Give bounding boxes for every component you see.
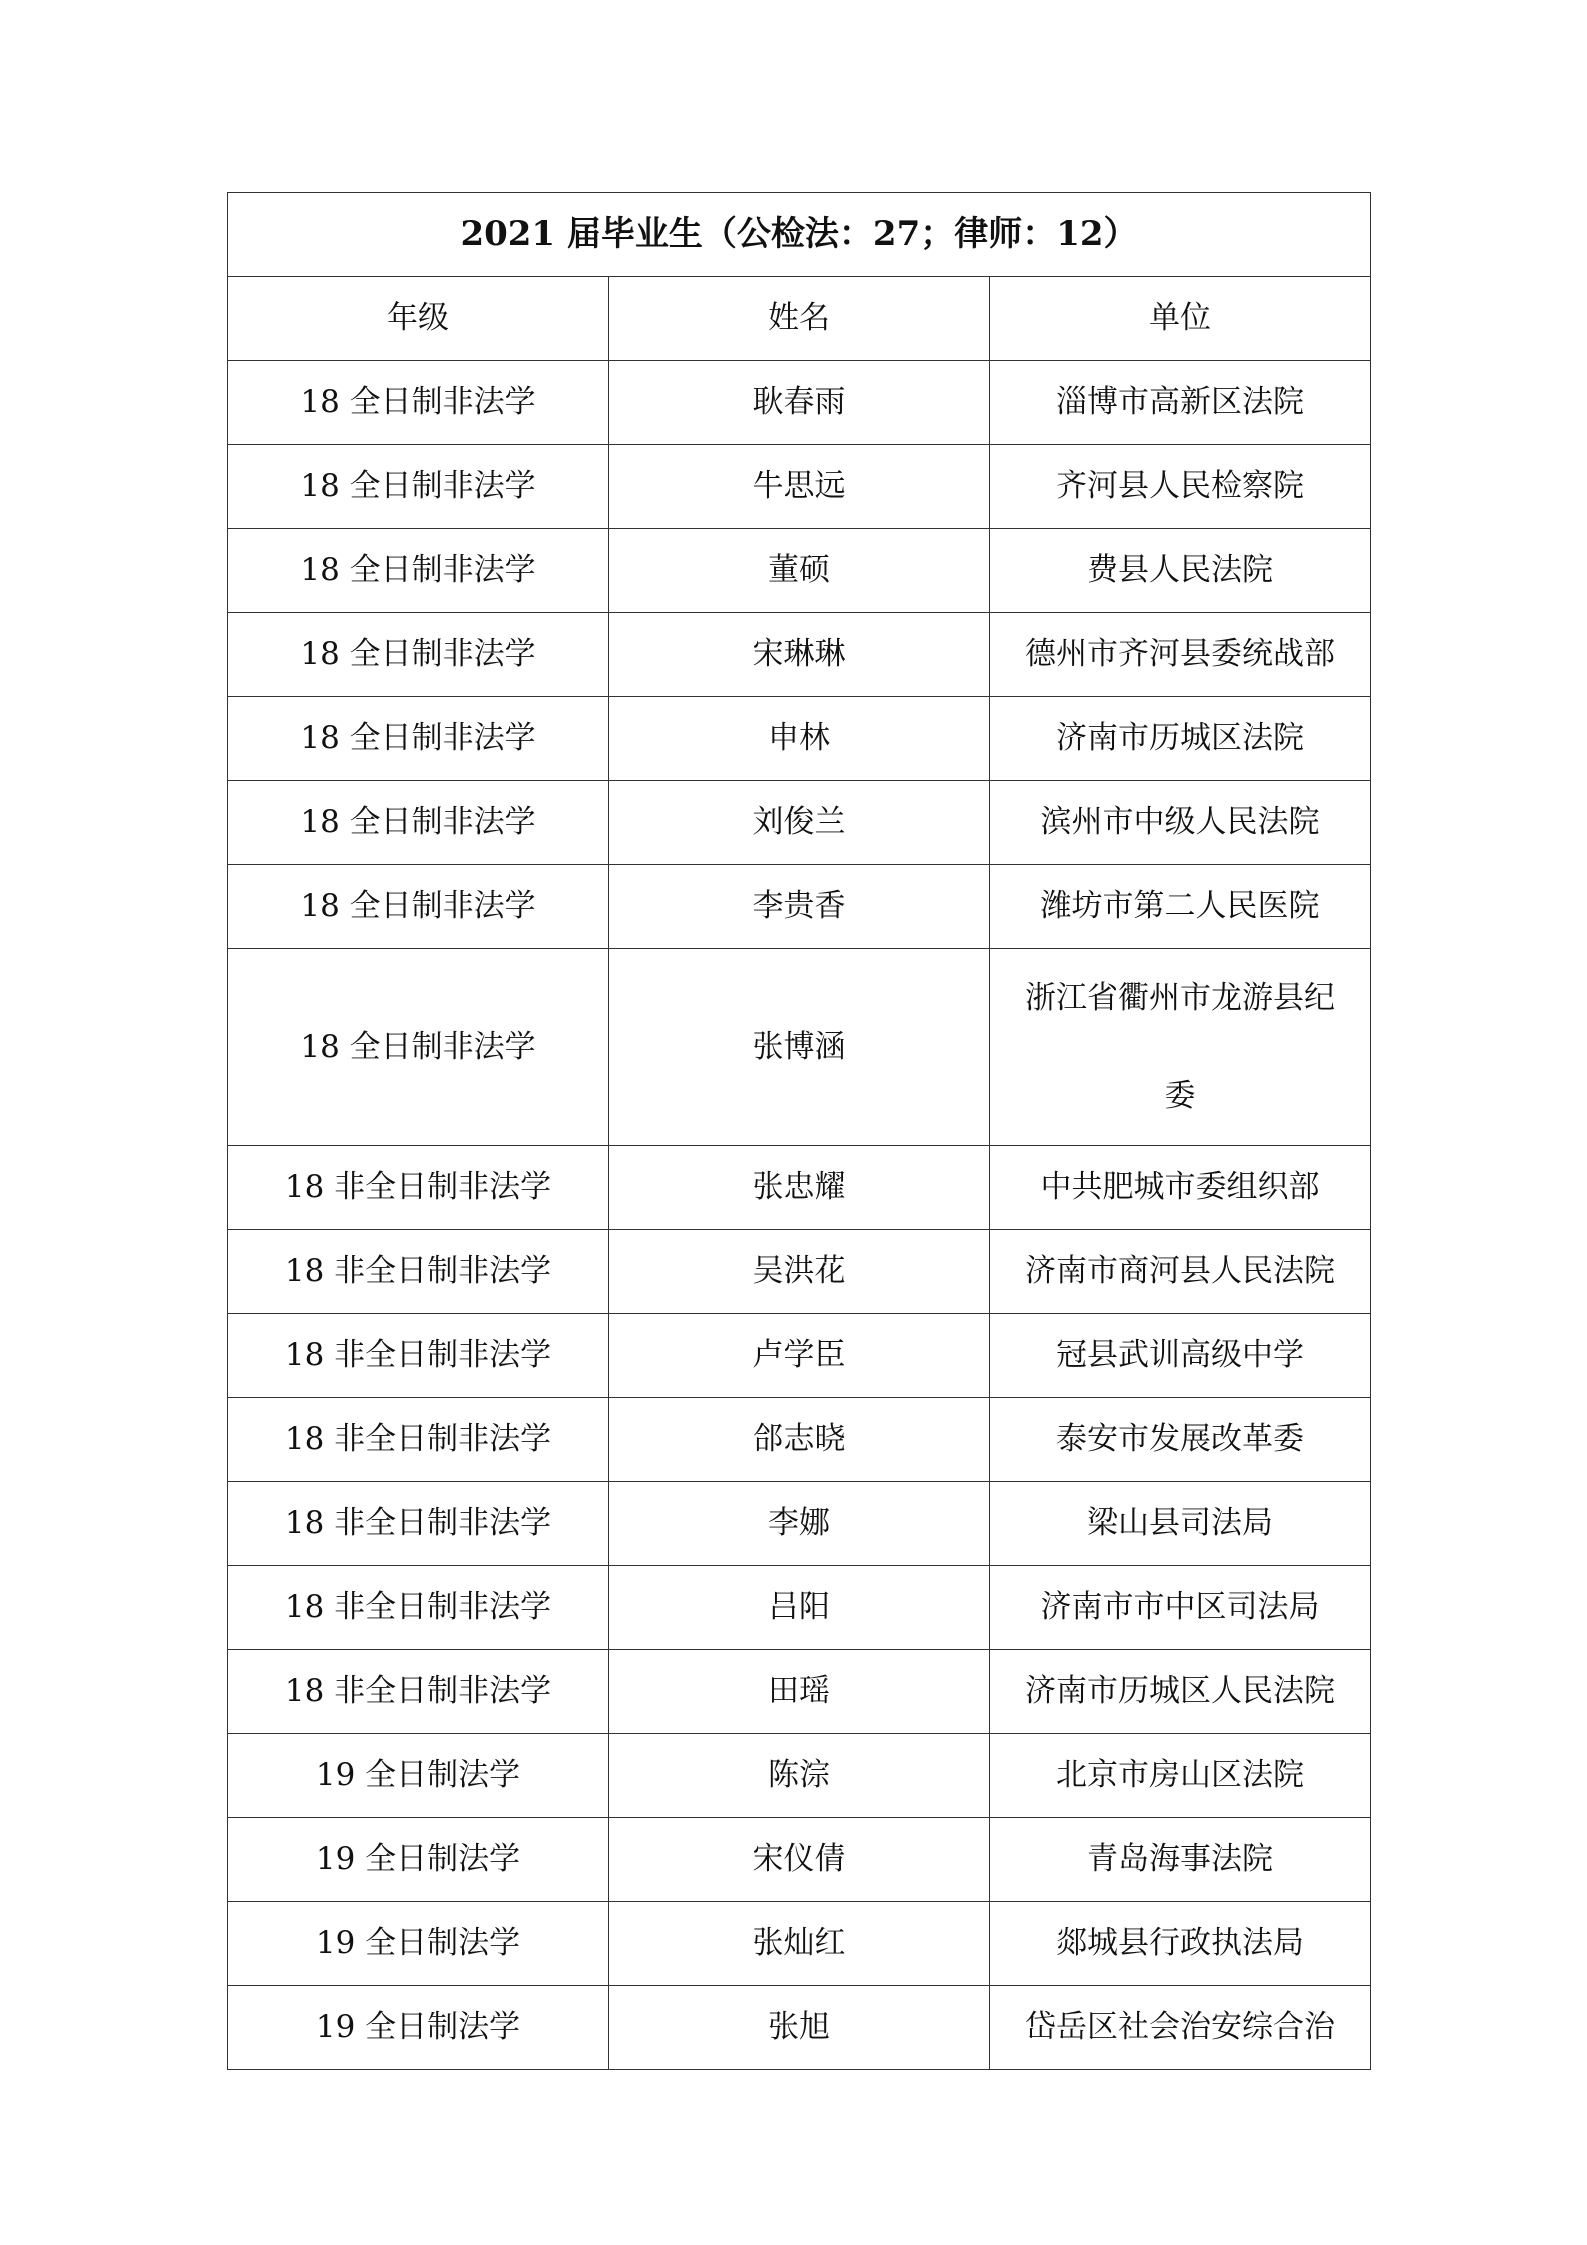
cell-unit: 滨州市中级人民法院: [990, 781, 1371, 865]
table-row: [228, 865, 1371, 949]
graduates-table: [227, 192, 1371, 2070]
table-row: [228, 1986, 1371, 2070]
cell-unit: 济南市历城区法院: [990, 697, 1371, 781]
cell-name: 宋仪倩: [609, 1818, 990, 1902]
cell-grade: 18 非全日制非法学: [228, 1566, 609, 1650]
table-title: 2021 届毕业生（公检法：27；律师：12）: [228, 193, 1371, 277]
header-grade: 年级: [228, 277, 609, 361]
cell-name: 牛思远: [609, 445, 990, 529]
table-row: [228, 529, 1371, 613]
cell-name: 申林: [609, 697, 990, 781]
table-row: [228, 361, 1371, 445]
cell-name: 耿春雨: [609, 361, 990, 445]
cell-name: 田瑶: [609, 1650, 990, 1734]
cell-name: 吕阳: [609, 1566, 990, 1650]
cell-grade: 18 非全日制非法学: [228, 1314, 609, 1398]
cell-grade: 19 全日制法学: [228, 1818, 609, 1902]
cell-unit: 淄博市高新区法院: [990, 361, 1371, 445]
table-row: [228, 1650, 1371, 1734]
cell-unit: 泰安市发展改革委: [990, 1398, 1371, 1482]
table-row: [228, 1734, 1371, 1818]
cell-name: 卢学臣: [609, 1314, 990, 1398]
table-row: [228, 1314, 1371, 1398]
table-row: [228, 1902, 1371, 1986]
cell-grade: 18 全日制非法学: [228, 445, 609, 529]
cell-unit: 青岛海事法院: [990, 1818, 1371, 1902]
cell-unit: 浙江省衢州市龙游县纪委: [990, 949, 1371, 1146]
cell-grade: 19 全日制法学: [228, 1734, 609, 1818]
cell-name: 郃志晓: [609, 1398, 990, 1482]
table-row: [228, 781, 1371, 865]
cell-unit: 冠县武训高级中学: [990, 1314, 1371, 1398]
cell-grade: 18 全日制非法学: [228, 865, 609, 949]
cell-name: 刘俊兰: [609, 781, 990, 865]
table-row: [228, 445, 1371, 529]
cell-unit: 中共肥城市委组织部: [990, 1146, 1371, 1230]
table-row: [228, 1398, 1371, 1482]
table-row: [228, 1146, 1371, 1230]
cell-grade: 18 非全日制非法学: [228, 1650, 609, 1734]
cell-name: 张博涵: [609, 949, 990, 1146]
cell-name: 宋琳琳: [609, 613, 990, 697]
cell-unit: 济南市历城区人民法院: [990, 1650, 1371, 1734]
cell-grade: 18 全日制非法学: [228, 781, 609, 865]
cell-name: 吴洪花: [609, 1230, 990, 1314]
cell-grade: 19 全日制法学: [228, 1902, 609, 1986]
cell-name: 张灿红: [609, 1902, 990, 1986]
cell-unit: 北京市房山区法院: [990, 1734, 1371, 1818]
cell-unit: 德州市齐河县委统战部: [990, 613, 1371, 697]
header-unit: 单位: [990, 277, 1371, 361]
cell-name: 张忠耀: [609, 1146, 990, 1230]
cell-unit: 潍坊市第二人民医院: [990, 865, 1371, 949]
cell-name: 李娜: [609, 1482, 990, 1566]
cell-grade: 18 全日制非法学: [228, 949, 609, 1146]
cell-grade: 18 全日制非法学: [228, 613, 609, 697]
cell-unit: 济南市市中区司法局: [990, 1566, 1371, 1650]
table-row: [228, 1482, 1371, 1566]
cell-name: 董硕: [609, 529, 990, 613]
cell-name: 李贵香: [609, 865, 990, 949]
cell-grade: 18 非全日制非法学: [228, 1230, 609, 1314]
cell-grade: 18 全日制非法学: [228, 361, 609, 445]
table-row: [228, 697, 1371, 781]
cell-grade: 19 全日制法学: [228, 1986, 609, 2070]
table-body: [228, 193, 1371, 2070]
cell-unit: 齐河县人民检察院: [990, 445, 1371, 529]
table-row: [228, 1230, 1371, 1314]
table-row: [228, 949, 1371, 1146]
cell-unit: 费县人民法院: [990, 529, 1371, 613]
table-row: [228, 1566, 1371, 1650]
cell-name: 张旭: [609, 1986, 990, 2070]
cell-unit: 梁山县司法局: [990, 1482, 1371, 1566]
table-row: [228, 1818, 1371, 1902]
header-name: 姓名: [609, 277, 990, 361]
cell-grade: 18 全日制非法学: [228, 529, 609, 613]
table-row: [228, 613, 1371, 697]
cell-grade: 18 非全日制非法学: [228, 1482, 609, 1566]
header-row: [228, 277, 1371, 361]
cell-unit: 济南市商河县人民法院: [990, 1230, 1371, 1314]
cell-unit: 郯城县行政执法局: [990, 1902, 1371, 1986]
cell-grade: 18 非全日制非法学: [228, 1146, 609, 1230]
cell-unit: 岱岳区社会治安综合治: [990, 1986, 1371, 2070]
cell-grade: 18 非全日制非法学: [228, 1398, 609, 1482]
cell-grade: 18 全日制非法学: [228, 697, 609, 781]
cell-name: 陈淙: [609, 1734, 990, 1818]
title-row: [228, 193, 1371, 277]
